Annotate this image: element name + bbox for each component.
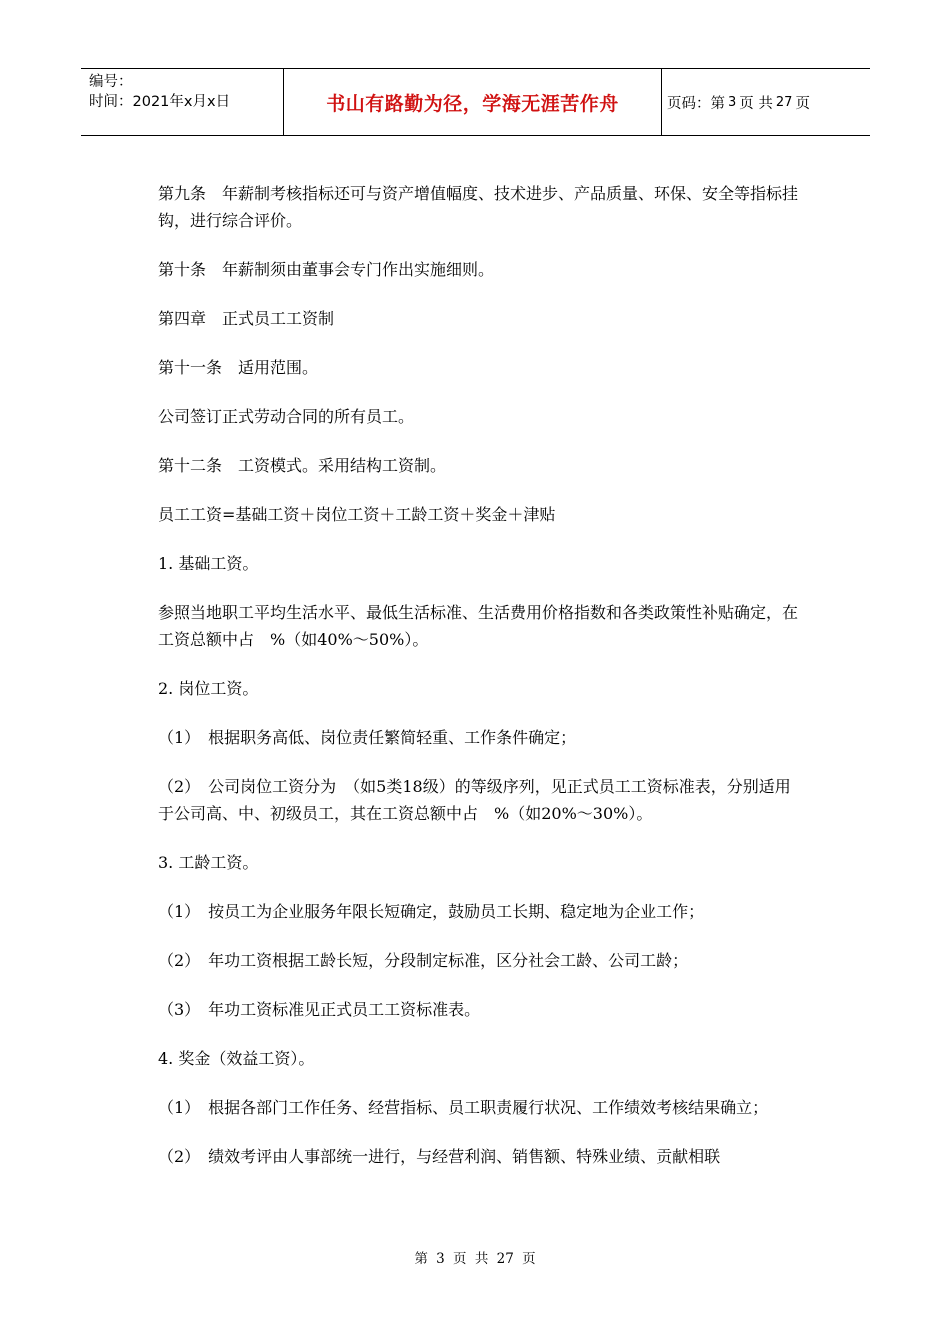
- header-page-info: [662, 69, 870, 135]
- paragraph: 员工工资=基础工资＋岗位工资＋工龄工资＋奖金＋津贴: [158, 505, 556, 524]
- page-current: 3: [728, 94, 737, 110]
- paragraph: 2. 岗位工资。: [158, 679, 259, 698]
- paragraph: 1. 基础工资。: [158, 554, 259, 573]
- paragraph: 第十二条 工资模式。采用结构工资制。: [158, 456, 447, 475]
- page-suffix: 页: [795, 95, 810, 112]
- paragraph: （1） 根据各部门工作任务、经营指标、员工职责履行状况、工作绩效考核结果确立；: [158, 1098, 769, 1117]
- header-motto: 书山有路勤为径，学海无涯苦作舟: [326, 92, 619, 115]
- chapter-heading: 第四章 正式员工工资制: [158, 309, 335, 328]
- paragraph: （1） 根据职务高低、岗位责任繁简轻重、工作条件确定；: [158, 728, 577, 747]
- page-mid: 页 共: [739, 95, 773, 112]
- paragraph: （2） 绩效考评由人事部统一进行，与经营利润、销售额、特殊业绩、贡献相联: [158, 1147, 721, 1166]
- header-motto-cell: [284, 69, 662, 135]
- paragraph: 3. 工龄工资。: [158, 853, 259, 872]
- paragraph: （2） 年功工资根据工龄长短，分段制定标准，区分社会工龄、公司工龄；: [158, 951, 689, 970]
- paragraph: （1） 按员工为企业服务年限长短确定，鼓励员工长期、稳定地为企业工作；: [158, 902, 705, 921]
- paragraph: 公司签订正式劳动合同的所有员工。: [158, 407, 415, 426]
- number-label: 编号：: [89, 74, 133, 90]
- page-total: 27: [775, 94, 793, 110]
- paragraph: 参照当地职工平均生活水平、最低生活标准、生活费用价格指数和各类政策性补贴确定，在工资总额中占 %（如40%～50%）。: [158, 603, 799, 649]
- paragraph: 4. 奖金（效益工资）。: [158, 1049, 315, 1068]
- page-footer: 第 3 页 共 27 页: [414, 1251, 536, 1267]
- time-label: 时间：2021年x月x日: [89, 94, 231, 110]
- page-prefix: 页码：第: [667, 95, 725, 112]
- paragraph: （2） 公司岗位工资分为 （如5类18级）的等级序列，见正式员工工资标准表，分别适用于公司高、中、初级员工，其在工资总额中占 %（如20%～30%）。: [158, 777, 791, 823]
- page-header: [81, 68, 870, 136]
- document-body: [158, 180, 798, 1170]
- paragraph: 第十一条 适用范围。: [158, 358, 319, 377]
- paragraph: 第九条 年薪制考核指标还可与资产增值幅度、技术进步、产品质量、环保、安全等指标挂钩，进行综合评价。: [158, 184, 799, 230]
- header-meta: [81, 69, 284, 135]
- paragraph: 第十条 年薪制须由董事会专门作出实施细则。: [158, 260, 495, 279]
- paragraph: （3） 年功工资标准见正式员工工资标准表。: [158, 1000, 481, 1019]
